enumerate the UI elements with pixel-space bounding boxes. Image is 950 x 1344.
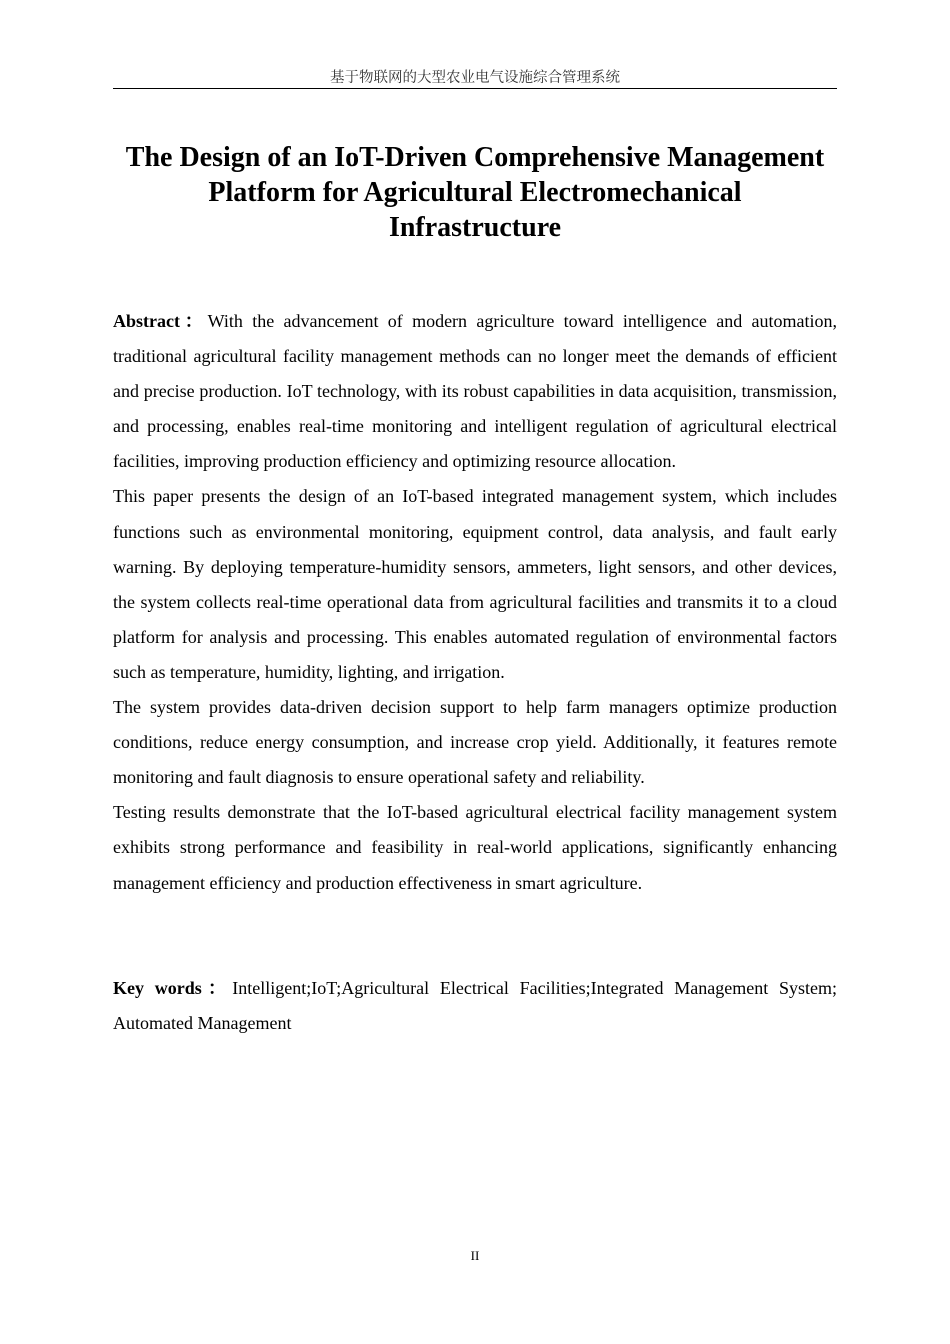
abstract-label: Abstract： xyxy=(113,311,208,331)
abstract-paragraph xyxy=(113,304,837,479)
title-line-1: The Design of an IoT-Driven Comprehensive Management xyxy=(125,142,825,173)
header-rule xyxy=(113,88,837,89)
keywords-text: Intelligent;IoT;Agricultural Electrical Facilities;Integrated Management System; Automated Management xyxy=(113,978,837,1034)
title-line-3: Infrastructure xyxy=(388,212,562,243)
paper-title xyxy=(113,140,837,245)
keywords-label: Key words： xyxy=(113,978,233,998)
abstract-paragraph: This paper presents the design of an IoT-based integrated management system, which includes functions such as environmental monitoring, equipment control, data analysis, and fault early warning. By deploying temperature-humidity sensors, ammeters, light sensors, and other devices, the system collects real-time operational data from agricultural facilities and transmits it to a cloud platform for analysis and processing. This enables automated regulation of environmental factors such as temperature, humidity, lighting, and irrigation. xyxy=(113,486,837,682)
keywords-section xyxy=(113,971,837,1041)
abstract-paragraph: The system provides data-driven decision support to help farm managers optimize production conditions, reduce energy consumption, and increase crop yield. Additionally, it features remote monitoring and fault diagnosis to ensure operational safety and reliability. xyxy=(113,697,837,788)
abstract-paragraph-text: With the advancement of modern agriculture toward intelligence and automation, traditional agricultural facility management methods can no longer meet the demands of efficient and precise production. IoT technology, with its robust capabilities in data acquisition, transmission, and processing, enables real-time monitoring and intelligent regulation of agricultural electrical facilities, improving production efficiency and optimizing resource allocation. xyxy=(113,311,837,472)
page-number: II xyxy=(470,1248,480,1263)
title-line-2: Platform for Agricultural Electromechanical xyxy=(208,177,742,208)
abstract-paragraph: Testing results demonstrate that the IoT-based agricultural electrical facility management system exhibits strong performance and feasibility in real-world applications, significantly enhancing management efficiency and production effectiveness in smart agriculture. xyxy=(113,802,837,893)
running-header: 基于物联网的大型农业电气设施综合管理系统 xyxy=(330,70,620,86)
keywords-paragraph xyxy=(113,971,837,1041)
abstract-section xyxy=(113,304,837,901)
